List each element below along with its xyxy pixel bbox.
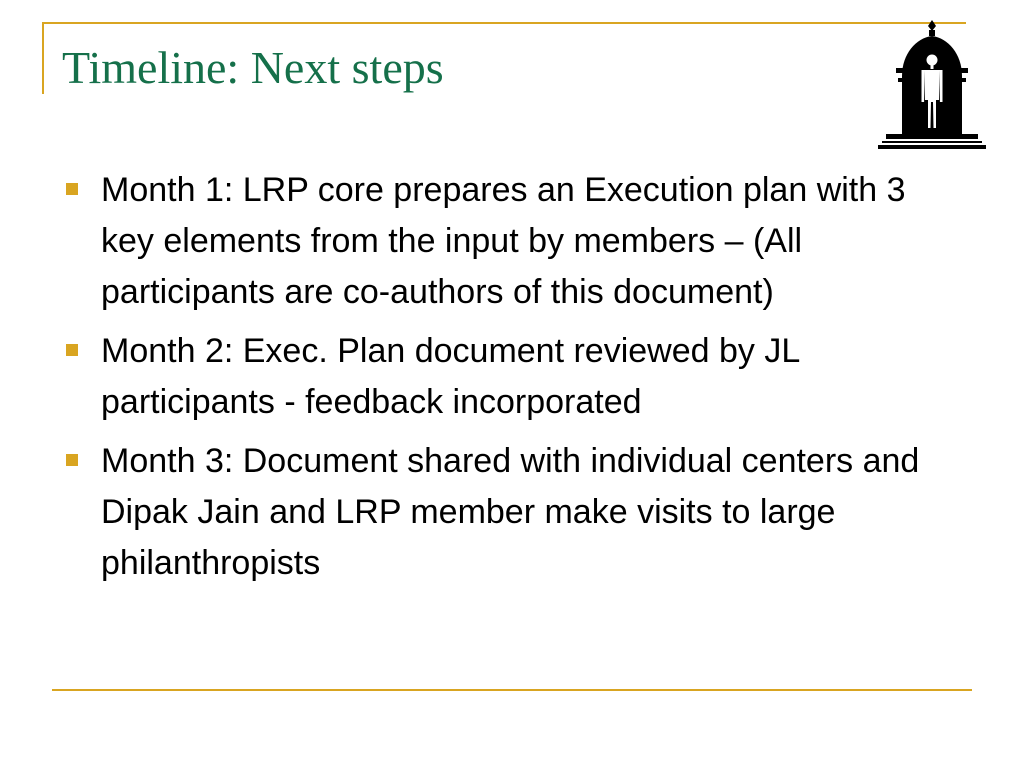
square-bullet-icon [66,344,78,356]
bullet-item [64,165,964,318]
bullet-text: Month 3: Document shared with individual centers and Dipak Jain and LRP member make visits to large philanthropists [101,442,920,582]
bullet-item [64,326,964,428]
frame-left-rule [42,22,44,94]
bullet-text: Month 2: Exec. Plan document reviewed by JL participants - feedback incorporated [101,332,799,421]
jain-tirthankara-shrine-icon [876,18,988,150]
bullet-text: Month 1: LRP core prepares an Execution plan with 3 key elements from the input by members – (All participants are co-authors of this document) [101,171,906,311]
square-bullet-icon [66,183,78,195]
square-bullet-icon [66,454,78,466]
slide-title: Timeline: Next steps [62,42,444,93]
bullet-list [64,165,964,597]
frame-top-rule [42,22,966,24]
footer-rule [52,689,972,691]
bullet-item [64,436,964,589]
